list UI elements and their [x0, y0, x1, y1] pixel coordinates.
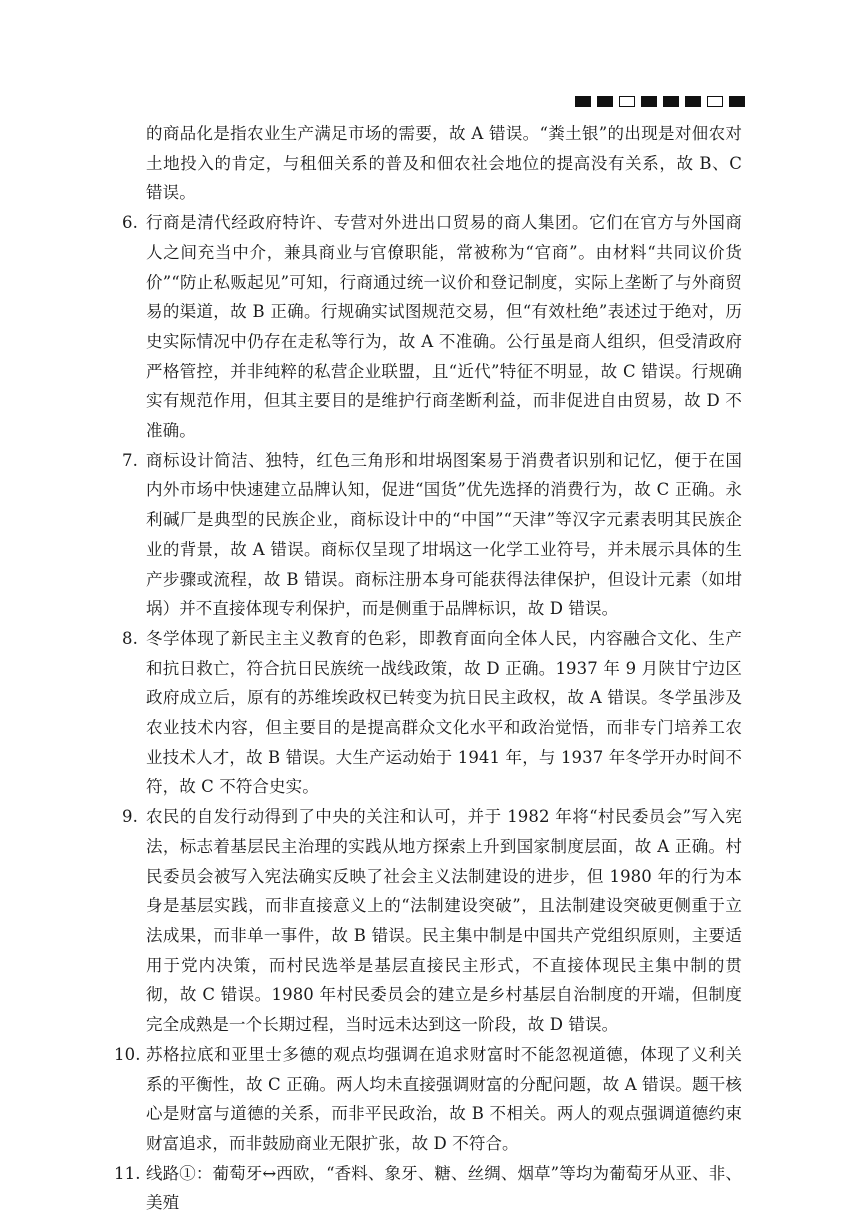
item-text: 冬学体现了新民主主义教育的色彩，即教育面向全体人民，内容融合文化、生产和抗日救亡，符合抗日民族统一战线政策，故 D 正确。1937 年 9 月陕甘宁边区政府成立后，原有的苏维埃政权已转变为抗日民主政权，故 A 错误。冬学虽涉及农业技术内容，但主要目的是提高群众文化水平和政治觉悟，而非专门培养工农业技术人才，故 B 错误。大生产运动始于 1941 年，与 1937 年冬学开办时间不符，故 C 不符合史实。 — [146, 628, 742, 797]
explanation-item-8 — [122, 624, 742, 802]
explanation-item-6 — [122, 208, 742, 446]
answer-explanations — [114, 119, 742, 1218]
explanation-item-9 — [122, 802, 742, 1040]
item-text: 线路①：葡萄牙↔西欧，“香料、象牙、糖、丝绸、烟草”等均为葡萄牙从亚、非、美殖 — [146, 1163, 742, 1213]
item-text: 商标设计简洁、独特，红色三角形和坩埚图案易于消费者识别和记忆，便于在国内外市场中快速建立品牌认知，促进“国货”优先选择的消费行为，故 C 正确。永利碱厂是典型的民族企业，商标设计中的“中国”“天津”等汉字元素表明其民族企业的背景，故 A 错误。商标仅呈现了坩埚这一化学工业符号，并未展示具体的生产步骤或流程，故 B 错误。商标注册本身可能获得法律保护，但设计元素（如坩埚）并不直接体现专利保护，而是侧重于品牌标识，故 D 错误。 — [146, 450, 742, 619]
marker-square — [707, 96, 723, 107]
marker-square — [663, 96, 679, 107]
item-text: 苏格拉底和亚里士多德的观点均强调在追求财富时不能忽视道德，体现了义利关系的平衡性，故 C 正确。两人均未直接强调财富的分配问题，故 A 错误。题干核心是财富与道德的关系，而非平民政治，故 B 不相关。两人的观点强调道德约束财富追求，而非鼓励商业无限扩张，故 D 不符合。 — [146, 1044, 742, 1153]
item-text: 农民的自发行动得到了中央的关注和认可，并于 1982 年将“村民委员会”写入宪法，标志着基层民主治理的实践从地方探索上升到国家制度层面，故 A 正确。村民委员会被写入宪法确实反映了社会主义法制建设的进步，但 1980 年的行为本身是基层实践，而非直接意义上的“法制建设突破”，且法制建设突破更侧重于立法成果，而非单一事件，故 B 错误。民主集中制是中国共产党组织原则，主要适用于党内决策，而村民选举是基层直接民主形式，不直接体现民主集中制的贯彻，故 C 错误。1980 年村民委员会的建立是乡村基层自治制度的开端，但制度完全成熟是一个长期过程，当时远未达到这一阶段，故 D 错误。 — [146, 807, 742, 1035]
explanation-item-11 — [114, 1159, 742, 1218]
item-text: 行商是清代经政府特许、专营对外进出口贸易的商人集团。它们在官方与外国商人之间充当中介，兼具商业与官僚职能，常被称为“官商”。由材料“共同议价货价”“防止私贩起见”可知，行商通过统一议价和登记制度，实际上垄断了与外商贸易的渠道，故 B 正确。行规确实试图规范交易，但“有效杜绝”表述过于绝对，历史实际情况中仍存在走私等行为，故 A 不准确。公行虽是商人组织，但受清政府严格管控，并非纯粹的私营企业联盟，且“近代”特征不明显，故 C 错误。行规确实有规范作用，但其主要目的是维护行商垄断利益，而非促进自由贸易，故 D 不准确。 — [146, 213, 742, 441]
item-number: 7. — [122, 450, 138, 470]
item-number: 6. — [122, 213, 138, 233]
item-number: 8. — [122, 628, 138, 648]
item-number: 9. — [122, 807, 138, 827]
page-marker-row — [575, 96, 745, 107]
item-number: 11. — [114, 1163, 141, 1183]
marker-square — [729, 96, 745, 107]
item-number: 10. — [114, 1044, 141, 1064]
marker-square — [685, 96, 701, 107]
marker-square — [575, 96, 591, 107]
marker-square — [641, 96, 657, 107]
marker-square — [597, 96, 613, 107]
explanation-item-7 — [122, 446, 742, 624]
continued-explanation: 的商品化是指农业生产满足市场的需要，故 A 错误。“粪土银”的出现是对佃农对土地投入的肯定，与租佃关系的普及和佃农社会地位的提高没有关系，故 B、C 错误。 — [146, 124, 742, 203]
explanation-item-10 — [114, 1040, 742, 1159]
marker-square — [619, 96, 635, 107]
